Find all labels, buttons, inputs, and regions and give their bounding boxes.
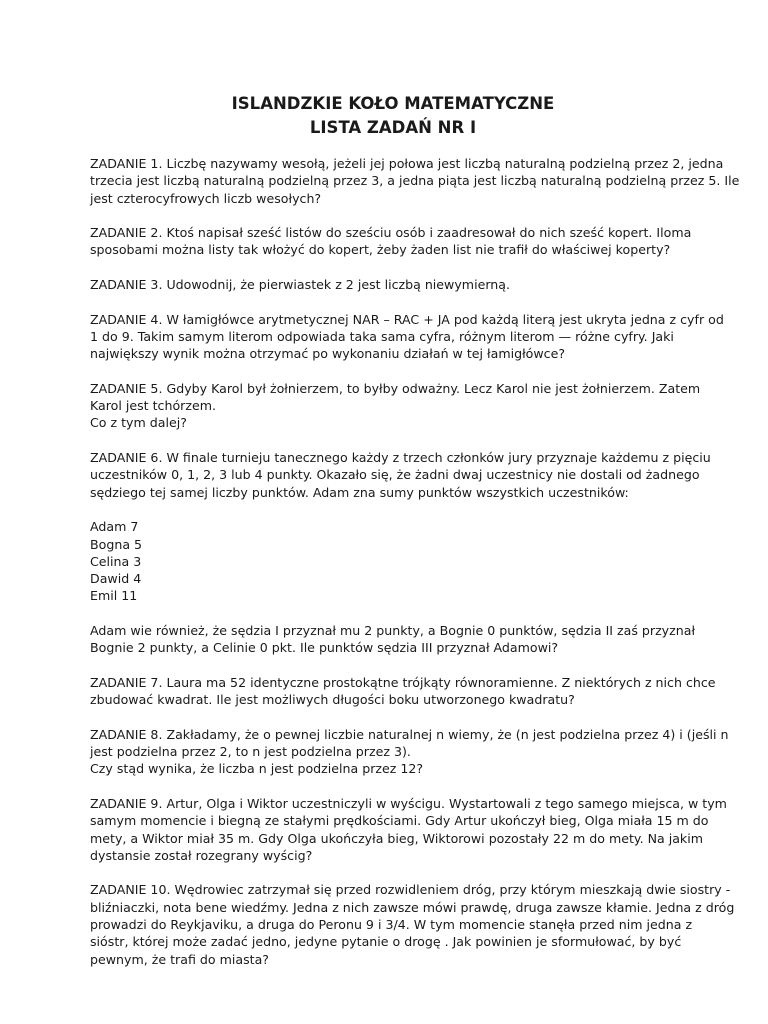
score-item: Emil 11 [90,588,138,604]
task-6b-line: Adam wie również, że sędzia I przyznał mu 2 punkty, a Bognie 0 punktów, sędzia II zaś przyznał [90,623,696,639]
task-4 [90,311,724,363]
score-item: Celina 3 [90,553,142,569]
score-item: Adam 7 [90,519,139,535]
task-8-line: Czy stąd wynika, że liczba n jest podzielna przez 12? [90,761,424,777]
task-6-line: uczestników 0, 1, 2, 3 lub 4 punkty. Okazało się, że żadni dwaj uczestnicy nie dostali od żadnego [90,467,700,483]
task-10 [90,881,735,967]
task-5 [90,380,701,432]
task-8-line: jest podzielna przez 2, to n jest podzielna przez 3). [90,744,411,760]
score-item: Dawid 4 [90,571,142,587]
task-9 [90,795,727,864]
task-4-line: 1 do 9. Takim samym literom odpowiada taka sama cyfra, różnym literom — różne cyfry. Jaki [90,328,674,344]
task-10-line: pewnym, że trafi do miasta? [90,951,269,967]
task-2-line: ZADANIE 2. Ktoś napisał sześć listów do sześciu osób i zaadresował do nich sześć kopert. Iloma [90,225,692,241]
task-5-line: Karol jest tchórzem. [90,398,216,414]
task-1-line: jest czterocyfrowych liczb wesołych? [90,190,322,206]
task-3-line: ZADANIE 3. Udowodnij, że pierwiastek z 2 jest liczbą niewymierną. [90,277,510,293]
document-title [90,92,690,140]
task-10-line: bliźniaczki, nota bene wiedźmy. Jedna z nich zawsze mówi prawdę, druga zawsze kłamie. Jedna z dróg [90,899,735,915]
task-6 [90,449,711,501]
task-6-line: ZADANIE 6. W finale turnieju tanecznego każdy z trzech członków jury przyznaje każdemu z pięciu [90,450,711,466]
task-5-line: ZADANIE 5. Gdyby Karol był żołnierzem, to byłby odważny. Lecz Karol nie jest żołnierzem. Zatem [90,380,701,396]
task-1-line: trzecia jest liczbą naturalną podzielną przez 3, a jedna piąta jest liczbą naturalną podzielną przez 5. Ile [90,173,740,189]
task-1 [90,155,740,207]
task-8-line: ZADANIE 8. Zakładamy, że o pewnej liczbie naturalnej n wiemy, że (n jest podzielna przez 4) i (jeśli n [90,726,729,742]
task-6-line: sędziego tej samej liczby punktów. Adam zna sumy punktów wszystkich uczestników: [90,484,629,500]
task-4-line: największy wynik można otrzymać po wykonaniu działań w tej łamigłówce? [90,346,566,362]
task-6-continued [90,622,696,657]
document-page [90,92,740,968]
task-5-line: Co z tym dalej? [90,415,187,431]
task-2 [90,224,690,259]
task-4-line: ZADANIE 4. W łamigłówce arytmetycznej NAR – RAC + JA pod każdą literą jest ukryta jedna z cyfr od [90,311,724,327]
task-9-line: samym momencie i biegną ze stałymi prędkościami. Gdy Artur ukończył bieg, Olga miała 15 m do [90,813,709,829]
task-1-line: ZADANIE 1. Liczbę nazywamy wesołą, jeżeli jej połowa jest liczbą naturalną podzielną przez 2, jedna [90,156,724,171]
score-list [90,518,690,604]
task-7-line: ZADANIE 7. Laura ma 52 identyczne prostokątne trójkąty równoramienne. Z niektórych z nich chce [90,674,716,690]
task-9-line: ZADANIE 9. Artur, Olga i Wiktor uczestniczyli w wyścigu. Wystartowali z tego samego miejsca, w tym [90,795,727,811]
task-6b-line: Bognie 2 punkty, a Celinie 0 pkt. Ile punktów sędzia III przyznał Adamowi? [90,640,559,656]
score-item: Bogna 5 [90,536,143,552]
task-10-line: ZADANIE 10. Wędrowiec zatrzymał się przed rozwidleniem dróg, przy którym mieszkają dwie siostry - [90,882,731,898]
task-9-line: mety, a Wiktor miał 35 m. Gdy Olga ukończyła bieg, Wiktorowi pozostały 22 m do mety. Na jakim [90,830,703,846]
task-10-line: sióstr, której może zadać jedno, jedyne pytanie o drogę . Jak powinien je sformułować, by być [90,934,682,950]
task-9-line: dystansie został rozegrany wyścig? [90,847,313,863]
task-7 [90,674,716,709]
task-7-line: zbudować kwadrat. Ile jest możliwych długości boku utworzonego kwadratu? [90,692,575,708]
task-10-line: prowadzi do Reykjaviku, a druga do Peronu 9 i 3/4. W tym momencie stanęła przed nim jedna z [90,917,693,933]
title-line-2: LISTA ZADAŃ NR I [309,118,477,137]
title-line-1: ISLANDZKIE KOŁO MATEMATYCZNE [231,94,555,113]
task-2-line: sposobami można listy tak włożyć do kopert, żeby żaden list nie trafił do właściwej koperty? [90,242,671,258]
task-3 [90,276,690,293]
task-8 [90,726,729,778]
